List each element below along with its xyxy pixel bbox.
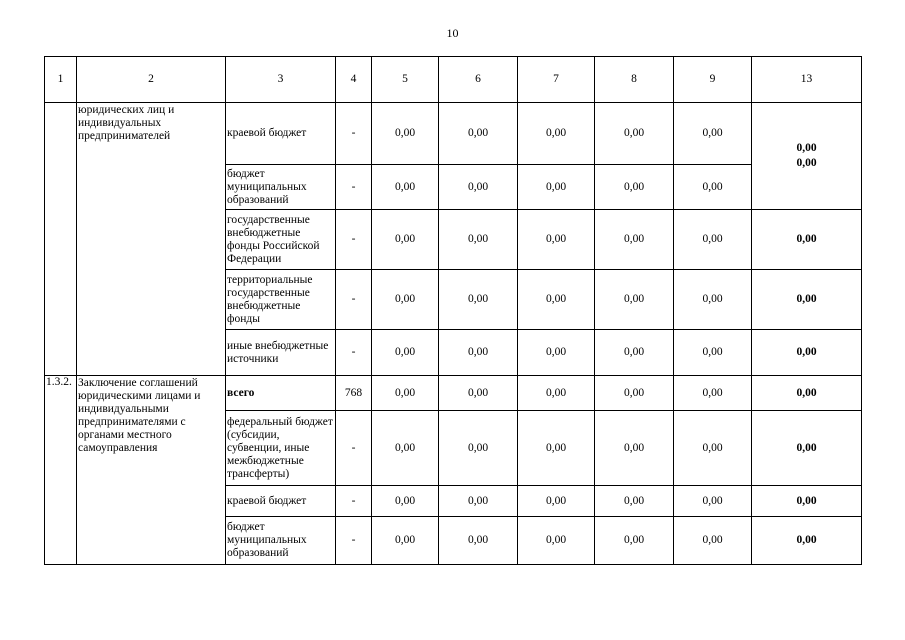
total-cell: 0,00 [752, 330, 862, 376]
total-value: 0,00 [796, 157, 817, 169]
col-header-2: 2 [77, 57, 226, 103]
value-cell: 0,00 [372, 210, 439, 270]
value-cell: 0,00 [674, 330, 752, 376]
col4-cell: - [336, 165, 372, 210]
total-cell: 0,00 [752, 376, 862, 411]
funding-source-cell: бюджет муниципальных образований [226, 165, 336, 210]
value-cell: 0,00 [595, 486, 674, 517]
value-cell: 0,00 [674, 270, 752, 330]
value-cell: 0,00 [674, 411, 752, 486]
page-number: 10 [446, 26, 459, 40]
col4-cell: - [336, 330, 372, 376]
total-value: 0,00 [796, 142, 817, 154]
funding-source-cell: бюджет муниципальных образований [226, 517, 336, 565]
value-cell: 0,00 [518, 330, 595, 376]
col4-cell: - [336, 517, 372, 565]
col4-cell: - [336, 411, 372, 486]
value-cell: 0,00 [439, 165, 518, 210]
total-cell [752, 103, 862, 210]
value-cell: 0,00 [674, 517, 752, 565]
col-header-6: 6 [439, 57, 518, 103]
value-cell: 0,00 [674, 486, 752, 517]
total-cell: 0,00 [752, 486, 862, 517]
col4-cell: - [336, 210, 372, 270]
table-row [45, 376, 862, 411]
value-cell: 0,00 [372, 165, 439, 210]
col-header-5: 5 [372, 57, 439, 103]
value-cell: 0,00 [595, 330, 674, 376]
col-header-9: 9 [674, 57, 752, 103]
value-cell: 0,00 [674, 376, 752, 411]
funding-source-cell: всего [226, 376, 336, 411]
value-cell: 0,00 [595, 517, 674, 565]
value-cell: 0,00 [518, 210, 595, 270]
value-cell: 0,00 [439, 517, 518, 565]
col4-cell: - [336, 270, 372, 330]
header-row [45, 57, 862, 103]
value-cell: 0,00 [595, 411, 674, 486]
value-cell: 0,00 [518, 376, 595, 411]
value-cell: 0,00 [595, 103, 674, 165]
total-cell: 0,00 [752, 270, 862, 330]
value-cell: 0,00 [372, 517, 439, 565]
total-cell: 0,00 [752, 411, 862, 486]
funding-source-cell: территориальные государственные внебюджетные фонды [226, 270, 336, 330]
funding-source-cell: государственные внебюджетные фонды Российской Федерации [226, 210, 336, 270]
row-number-cell [45, 103, 77, 376]
value-cell: 0,00 [518, 486, 595, 517]
value-cell: 0,00 [518, 517, 595, 565]
col-header-7: 7 [518, 57, 595, 103]
value-cell: 0,00 [439, 210, 518, 270]
value-cell: 0,00 [674, 103, 752, 165]
value-cell: 0,00 [595, 210, 674, 270]
total-cell: 0,00 [752, 517, 862, 565]
col4-cell: 768 [336, 376, 372, 411]
activity-name-cell: юридических лиц и индивидуальных предпринимателей [77, 103, 226, 376]
col-header-3: 3 [226, 57, 336, 103]
value-cell: 0,00 [372, 330, 439, 376]
value-cell: 0,00 [372, 486, 439, 517]
value-cell: 0,00 [372, 411, 439, 486]
budget-table [44, 56, 862, 565]
value-cell: 0,00 [595, 270, 674, 330]
funding-source-cell: краевой бюджет [226, 103, 336, 165]
col-header-8: 8 [595, 57, 674, 103]
value-cell: 0,00 [439, 270, 518, 330]
row-number-cell: 1.3.2. [45, 376, 77, 565]
funding-source-cell: федеральный бюджет (субсидии, субвенции, иные межбюджетные трансферты) [226, 411, 336, 486]
funding-source-cell: иные внебюджетные источники [226, 330, 336, 376]
funding-source-cell: краевой бюджет [226, 486, 336, 517]
value-cell: 0,00 [518, 165, 595, 210]
value-cell: 0,00 [372, 103, 439, 165]
col4-cell: - [336, 486, 372, 517]
value-cell: 0,00 [674, 165, 752, 210]
value-cell: 0,00 [439, 486, 518, 517]
activity-name-cell: Заключение соглашений юридическими лицами и индивидуальными предпринимателями с органами местного самоуправления [77, 376, 226, 565]
value-cell: 0,00 [439, 103, 518, 165]
value-cell: 0,00 [518, 270, 595, 330]
col-header-4: 4 [336, 57, 372, 103]
col4-cell: - [336, 103, 372, 165]
value-cell: 0,00 [372, 376, 439, 411]
value-cell: 0,00 [439, 376, 518, 411]
value-cell: 0,00 [518, 411, 595, 486]
value-cell: 0,00 [439, 330, 518, 376]
value-cell: 0,00 [372, 270, 439, 330]
value-cell: 0,00 [518, 103, 595, 165]
col-header-13: 13 [752, 57, 862, 103]
col-header-1: 1 [45, 57, 77, 103]
value-cell: 0,00 [595, 376, 674, 411]
total-cell: 0,00 [752, 210, 862, 270]
table-row [45, 103, 862, 165]
value-cell: 0,00 [674, 210, 752, 270]
value-cell: 0,00 [595, 165, 674, 210]
value-cell: 0,00 [439, 411, 518, 486]
